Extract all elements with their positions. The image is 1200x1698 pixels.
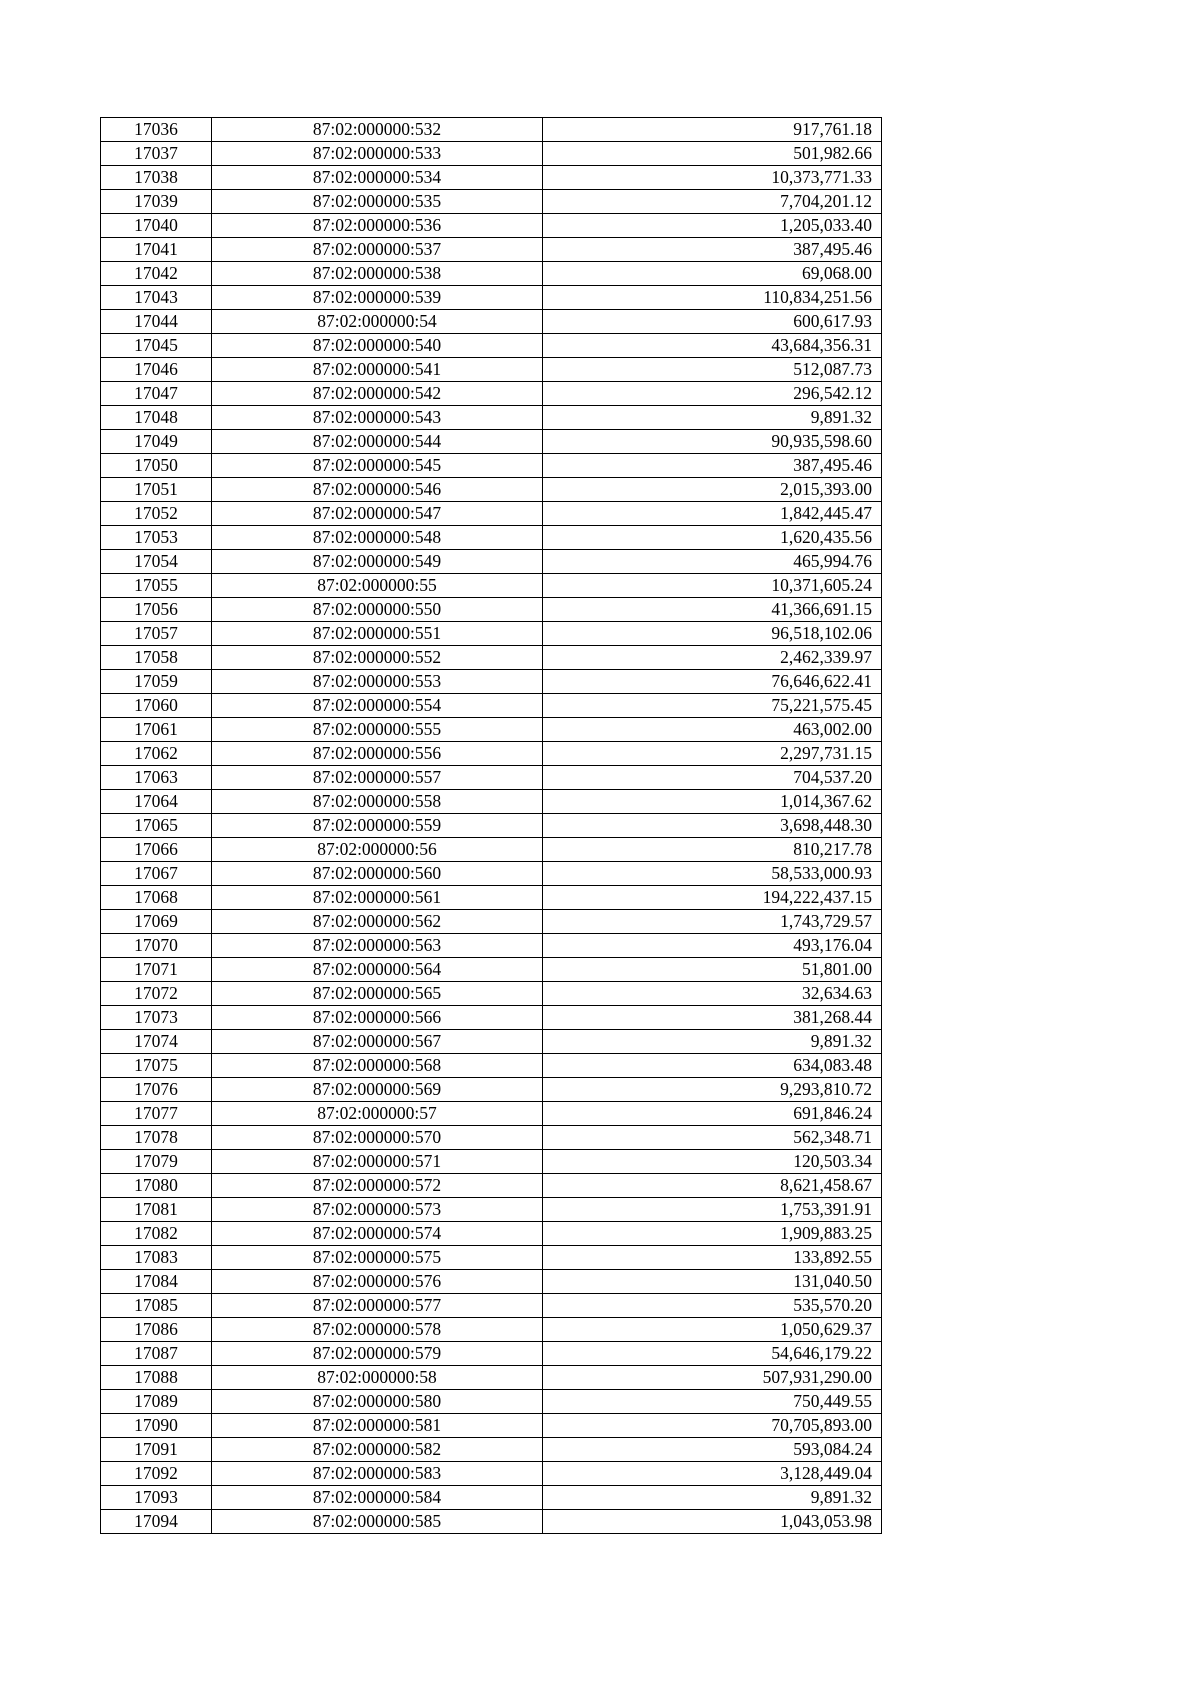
cadastral-number-cell: 87:02:000000:539 bbox=[212, 286, 543, 310]
row-number-cell: 17048 bbox=[101, 406, 212, 430]
row-number-cell: 17090 bbox=[101, 1414, 212, 1438]
amount-cell: 9,293,810.72 bbox=[543, 1078, 882, 1102]
amount-cell: 58,533,000.93 bbox=[543, 862, 882, 886]
cadastral-number-cell: 87:02:000000:57 bbox=[212, 1102, 543, 1126]
amount-cell: 194,222,437.15 bbox=[543, 886, 882, 910]
amount-cell: 465,994.76 bbox=[543, 550, 882, 574]
cadastral-number-cell: 87:02:000000:580 bbox=[212, 1390, 543, 1414]
table-row bbox=[101, 646, 882, 670]
row-number-cell: 17069 bbox=[101, 910, 212, 934]
table-row bbox=[101, 1030, 882, 1054]
table-row bbox=[101, 358, 882, 382]
row-number-cell: 17072 bbox=[101, 982, 212, 1006]
table-row bbox=[101, 574, 882, 598]
cadastral-number-cell: 87:02:000000:542 bbox=[212, 382, 543, 406]
row-number-cell: 17076 bbox=[101, 1078, 212, 1102]
amount-cell: 70,705,893.00 bbox=[543, 1414, 882, 1438]
amount-cell: 1,043,053.98 bbox=[543, 1510, 882, 1534]
amount-cell: 110,834,251.56 bbox=[543, 286, 882, 310]
amount-cell: 9,891.32 bbox=[543, 1030, 882, 1054]
row-number-cell: 17089 bbox=[101, 1390, 212, 1414]
amount-cell: 1,014,367.62 bbox=[543, 790, 882, 814]
cadastral-number-cell: 87:02:000000:581 bbox=[212, 1414, 543, 1438]
cadastral-number-cell: 87:02:000000:548 bbox=[212, 526, 543, 550]
amount-cell: 7,704,201.12 bbox=[543, 190, 882, 214]
table-row bbox=[101, 1414, 882, 1438]
row-number-cell: 17078 bbox=[101, 1126, 212, 1150]
table-row bbox=[101, 622, 882, 646]
cadastral-number-cell: 87:02:000000:575 bbox=[212, 1246, 543, 1270]
cadastral-number-cell: 87:02:000000:547 bbox=[212, 502, 543, 526]
cadastral-number-cell: 87:02:000000:572 bbox=[212, 1174, 543, 1198]
table-row bbox=[101, 1150, 882, 1174]
table-row bbox=[101, 454, 882, 478]
amount-cell: 381,268.44 bbox=[543, 1006, 882, 1030]
amount-cell: 2,297,731.15 bbox=[543, 742, 882, 766]
table-row bbox=[101, 1342, 882, 1366]
row-number-cell: 17083 bbox=[101, 1246, 212, 1270]
amount-cell: 75,221,575.45 bbox=[543, 694, 882, 718]
cadastral-number-cell: 87:02:000000:532 bbox=[212, 118, 543, 142]
amount-cell: 387,495.46 bbox=[543, 454, 882, 478]
table-body bbox=[101, 118, 882, 1534]
amount-cell: 131,040.50 bbox=[543, 1270, 882, 1294]
table-row bbox=[101, 1390, 882, 1414]
table-row bbox=[101, 1078, 882, 1102]
cadastral-number-cell: 87:02:000000:565 bbox=[212, 982, 543, 1006]
cadastral-number-cell: 87:02:000000:551 bbox=[212, 622, 543, 646]
row-number-cell: 17082 bbox=[101, 1222, 212, 1246]
amount-cell: 600,617.93 bbox=[543, 310, 882, 334]
table-row bbox=[101, 1438, 882, 1462]
cadastral-number-cell: 87:02:000000:571 bbox=[212, 1150, 543, 1174]
row-number-cell: 17073 bbox=[101, 1006, 212, 1030]
cadastral-number-cell: 87:02:000000:54 bbox=[212, 310, 543, 334]
table-row bbox=[101, 886, 882, 910]
table-row bbox=[101, 1246, 882, 1270]
amount-cell: 501,982.66 bbox=[543, 142, 882, 166]
row-number-cell: 17079 bbox=[101, 1150, 212, 1174]
table-row bbox=[101, 670, 882, 694]
amount-cell: 2,015,393.00 bbox=[543, 478, 882, 502]
amount-cell: 8,621,458.67 bbox=[543, 1174, 882, 1198]
cadastral-number-cell: 87:02:000000:544 bbox=[212, 430, 543, 454]
cadastral-number-cell: 87:02:000000:549 bbox=[212, 550, 543, 574]
row-number-cell: 17038 bbox=[101, 166, 212, 190]
cadastral-number-cell: 87:02:000000:577 bbox=[212, 1294, 543, 1318]
cadastral-number-cell: 87:02:000000:553 bbox=[212, 670, 543, 694]
amount-cell: 90,935,598.60 bbox=[543, 430, 882, 454]
table-row bbox=[101, 982, 882, 1006]
table-row bbox=[101, 790, 882, 814]
row-number-cell: 17075 bbox=[101, 1054, 212, 1078]
table-row bbox=[101, 118, 882, 142]
cadastral-number-cell: 87:02:000000:582 bbox=[212, 1438, 543, 1462]
cadastral-number-cell: 87:02:000000:554 bbox=[212, 694, 543, 718]
amount-cell: 810,217.78 bbox=[543, 838, 882, 862]
table-row bbox=[101, 598, 882, 622]
row-number-cell: 17051 bbox=[101, 478, 212, 502]
amount-cell: 69,068.00 bbox=[543, 262, 882, 286]
cadastral-number-cell: 87:02:000000:557 bbox=[212, 766, 543, 790]
row-number-cell: 17060 bbox=[101, 694, 212, 718]
cadastral-number-cell: 87:02:000000:573 bbox=[212, 1198, 543, 1222]
table-row bbox=[101, 958, 882, 982]
cadastral-number-cell: 87:02:000000:584 bbox=[212, 1486, 543, 1510]
row-number-cell: 17065 bbox=[101, 814, 212, 838]
amount-cell: 296,542.12 bbox=[543, 382, 882, 406]
cadastral-number-cell: 87:02:000000:578 bbox=[212, 1318, 543, 1342]
table-row bbox=[101, 1510, 882, 1534]
row-number-cell: 17086 bbox=[101, 1318, 212, 1342]
amount-cell: 1,909,883.25 bbox=[543, 1222, 882, 1246]
row-number-cell: 17064 bbox=[101, 790, 212, 814]
amount-cell: 387,495.46 bbox=[543, 238, 882, 262]
amount-cell: 691,846.24 bbox=[543, 1102, 882, 1126]
row-number-cell: 17070 bbox=[101, 934, 212, 958]
row-number-cell: 17077 bbox=[101, 1102, 212, 1126]
amount-cell: 10,371,605.24 bbox=[543, 574, 882, 598]
row-number-cell: 17042 bbox=[101, 262, 212, 286]
cadastral-number-cell: 87:02:000000:556 bbox=[212, 742, 543, 766]
amount-cell: 43,684,356.31 bbox=[543, 334, 882, 358]
cadastral-number-cell: 87:02:000000:545 bbox=[212, 454, 543, 478]
cadastral-number-cell: 87:02:000000:564 bbox=[212, 958, 543, 982]
table-row bbox=[101, 142, 882, 166]
amount-cell: 32,634.63 bbox=[543, 982, 882, 1006]
table-row bbox=[101, 1294, 882, 1318]
row-number-cell: 17054 bbox=[101, 550, 212, 574]
row-number-cell: 17091 bbox=[101, 1438, 212, 1462]
cadastral-number-cell: 87:02:000000:558 bbox=[212, 790, 543, 814]
cadastral-number-cell: 87:02:000000:570 bbox=[212, 1126, 543, 1150]
table-row bbox=[101, 766, 882, 790]
cadastral-number-cell: 87:02:000000:576 bbox=[212, 1270, 543, 1294]
table-row bbox=[101, 166, 882, 190]
amount-cell: 3,698,448.30 bbox=[543, 814, 882, 838]
amount-cell: 120,503.34 bbox=[543, 1150, 882, 1174]
row-number-cell: 17039 bbox=[101, 190, 212, 214]
table-row bbox=[101, 934, 882, 958]
row-number-cell: 17061 bbox=[101, 718, 212, 742]
table-row bbox=[101, 1126, 882, 1150]
amount-cell: 2,462,339.97 bbox=[543, 646, 882, 670]
row-number-cell: 17085 bbox=[101, 1294, 212, 1318]
cadastral-number-cell: 87:02:000000:574 bbox=[212, 1222, 543, 1246]
table-row bbox=[101, 1486, 882, 1510]
cadastral-number-cell: 87:02:000000:537 bbox=[212, 238, 543, 262]
table-row bbox=[101, 310, 882, 334]
amount-cell: 1,620,435.56 bbox=[543, 526, 882, 550]
amount-cell: 562,348.71 bbox=[543, 1126, 882, 1150]
amount-cell: 133,892.55 bbox=[543, 1246, 882, 1270]
cadastral-number-cell: 87:02:000000:559 bbox=[212, 814, 543, 838]
cadastral-number-cell: 87:02:000000:567 bbox=[212, 1030, 543, 1054]
table-row bbox=[101, 214, 882, 238]
amount-cell: 535,570.20 bbox=[543, 1294, 882, 1318]
row-number-cell: 17045 bbox=[101, 334, 212, 358]
row-number-cell: 17044 bbox=[101, 310, 212, 334]
table-row bbox=[101, 190, 882, 214]
table-row bbox=[101, 1366, 882, 1390]
amount-cell: 634,083.48 bbox=[543, 1054, 882, 1078]
amount-cell: 9,891.32 bbox=[543, 406, 882, 430]
row-number-cell: 17092 bbox=[101, 1462, 212, 1486]
row-number-cell: 17057 bbox=[101, 622, 212, 646]
row-number-cell: 17062 bbox=[101, 742, 212, 766]
row-number-cell: 17066 bbox=[101, 838, 212, 862]
amount-cell: 51,801.00 bbox=[543, 958, 882, 982]
cadastral-number-cell: 87:02:000000:550 bbox=[212, 598, 543, 622]
data-table bbox=[100, 117, 882, 1534]
amount-cell: 704,537.20 bbox=[543, 766, 882, 790]
row-number-cell: 17049 bbox=[101, 430, 212, 454]
amount-cell: 96,518,102.06 bbox=[543, 622, 882, 646]
table-row bbox=[101, 478, 882, 502]
cadastral-number-cell: 87:02:000000:56 bbox=[212, 838, 543, 862]
row-number-cell: 17087 bbox=[101, 1342, 212, 1366]
table-row bbox=[101, 1462, 882, 1486]
cadastral-number-cell: 87:02:000000:540 bbox=[212, 334, 543, 358]
cadastral-number-cell: 87:02:000000:541 bbox=[212, 358, 543, 382]
table-row bbox=[101, 382, 882, 406]
table-row bbox=[101, 550, 882, 574]
amount-cell: 10,373,771.33 bbox=[543, 166, 882, 190]
row-number-cell: 17056 bbox=[101, 598, 212, 622]
cadastral-number-cell: 87:02:000000:533 bbox=[212, 142, 543, 166]
row-number-cell: 17040 bbox=[101, 214, 212, 238]
amount-cell: 54,646,179.22 bbox=[543, 1342, 882, 1366]
row-number-cell: 17068 bbox=[101, 886, 212, 910]
row-number-cell: 17059 bbox=[101, 670, 212, 694]
cadastral-number-cell: 87:02:000000:568 bbox=[212, 1054, 543, 1078]
row-number-cell: 17063 bbox=[101, 766, 212, 790]
row-number-cell: 17088 bbox=[101, 1366, 212, 1390]
row-number-cell: 17047 bbox=[101, 382, 212, 406]
amount-cell: 1,753,391.91 bbox=[543, 1198, 882, 1222]
table-row bbox=[101, 1174, 882, 1198]
amount-cell: 917,761.18 bbox=[543, 118, 882, 142]
table-row bbox=[101, 838, 882, 862]
amount-cell: 463,002.00 bbox=[543, 718, 882, 742]
table-row bbox=[101, 742, 882, 766]
row-number-cell: 17071 bbox=[101, 958, 212, 982]
table-row bbox=[101, 502, 882, 526]
amount-cell: 512,087.73 bbox=[543, 358, 882, 382]
amount-cell: 3,128,449.04 bbox=[543, 1462, 882, 1486]
cadastral-number-cell: 87:02:000000:536 bbox=[212, 214, 543, 238]
row-number-cell: 17080 bbox=[101, 1174, 212, 1198]
amount-cell: 1,743,729.57 bbox=[543, 910, 882, 934]
row-number-cell: 17043 bbox=[101, 286, 212, 310]
cadastral-number-cell: 87:02:000000:55 bbox=[212, 574, 543, 598]
table-row bbox=[101, 1318, 882, 1342]
cadastral-number-cell: 87:02:000000:562 bbox=[212, 910, 543, 934]
table-row bbox=[101, 694, 882, 718]
table-row bbox=[101, 1102, 882, 1126]
cadastral-number-cell: 87:02:000000:535 bbox=[212, 190, 543, 214]
amount-cell: 41,366,691.15 bbox=[543, 598, 882, 622]
amount-cell: 1,842,445.47 bbox=[543, 502, 882, 526]
cadastral-number-cell: 87:02:000000:563 bbox=[212, 934, 543, 958]
table-row bbox=[101, 1270, 882, 1294]
amount-cell: 76,646,622.41 bbox=[543, 670, 882, 694]
table-row bbox=[101, 286, 882, 310]
amount-cell: 9,891.32 bbox=[543, 1486, 882, 1510]
row-number-cell: 17067 bbox=[101, 862, 212, 886]
row-number-cell: 17058 bbox=[101, 646, 212, 670]
table-row bbox=[101, 262, 882, 286]
table-row bbox=[101, 406, 882, 430]
row-number-cell: 17036 bbox=[101, 118, 212, 142]
row-number-cell: 17041 bbox=[101, 238, 212, 262]
table-row bbox=[101, 1006, 882, 1030]
table-row bbox=[101, 526, 882, 550]
table-row bbox=[101, 718, 882, 742]
cadastral-number-cell: 87:02:000000:583 bbox=[212, 1462, 543, 1486]
table-row bbox=[101, 814, 882, 838]
row-number-cell: 17052 bbox=[101, 502, 212, 526]
cadastral-number-cell: 87:02:000000:561 bbox=[212, 886, 543, 910]
amount-cell: 507,931,290.00 bbox=[543, 1366, 882, 1390]
row-number-cell: 17074 bbox=[101, 1030, 212, 1054]
cadastral-number-cell: 87:02:000000:543 bbox=[212, 406, 543, 430]
cadastral-number-cell: 87:02:000000:579 bbox=[212, 1342, 543, 1366]
cadastral-number-cell: 87:02:000000:58 bbox=[212, 1366, 543, 1390]
row-number-cell: 17081 bbox=[101, 1198, 212, 1222]
table-row bbox=[101, 238, 882, 262]
cadastral-number-cell: 87:02:000000:566 bbox=[212, 1006, 543, 1030]
table-row bbox=[101, 1198, 882, 1222]
row-number-cell: 17046 bbox=[101, 358, 212, 382]
amount-cell: 750,449.55 bbox=[543, 1390, 882, 1414]
cadastral-number-cell: 87:02:000000:585 bbox=[212, 1510, 543, 1534]
table-row bbox=[101, 1054, 882, 1078]
row-number-cell: 17053 bbox=[101, 526, 212, 550]
cadastral-number-cell: 87:02:000000:538 bbox=[212, 262, 543, 286]
cadastral-number-cell: 87:02:000000:555 bbox=[212, 718, 543, 742]
amount-cell: 493,176.04 bbox=[543, 934, 882, 958]
row-number-cell: 17050 bbox=[101, 454, 212, 478]
amount-cell: 593,084.24 bbox=[543, 1438, 882, 1462]
row-number-cell: 17093 bbox=[101, 1486, 212, 1510]
row-number-cell: 17084 bbox=[101, 1270, 212, 1294]
table-row bbox=[101, 334, 882, 358]
cadastral-number-cell: 87:02:000000:546 bbox=[212, 478, 543, 502]
cadastral-number-cell: 87:02:000000:560 bbox=[212, 862, 543, 886]
table-row bbox=[101, 430, 882, 454]
cadastral-number-cell: 87:02:000000:569 bbox=[212, 1078, 543, 1102]
amount-cell: 1,205,033.40 bbox=[543, 214, 882, 238]
table-row bbox=[101, 910, 882, 934]
amount-cell: 1,050,629.37 bbox=[543, 1318, 882, 1342]
cadastral-number-cell: 87:02:000000:534 bbox=[212, 166, 543, 190]
row-number-cell: 17055 bbox=[101, 574, 212, 598]
row-number-cell: 17094 bbox=[101, 1510, 212, 1534]
row-number-cell: 17037 bbox=[101, 142, 212, 166]
table-row bbox=[101, 862, 882, 886]
table-row bbox=[101, 1222, 882, 1246]
cadastral-number-cell: 87:02:000000:552 bbox=[212, 646, 543, 670]
